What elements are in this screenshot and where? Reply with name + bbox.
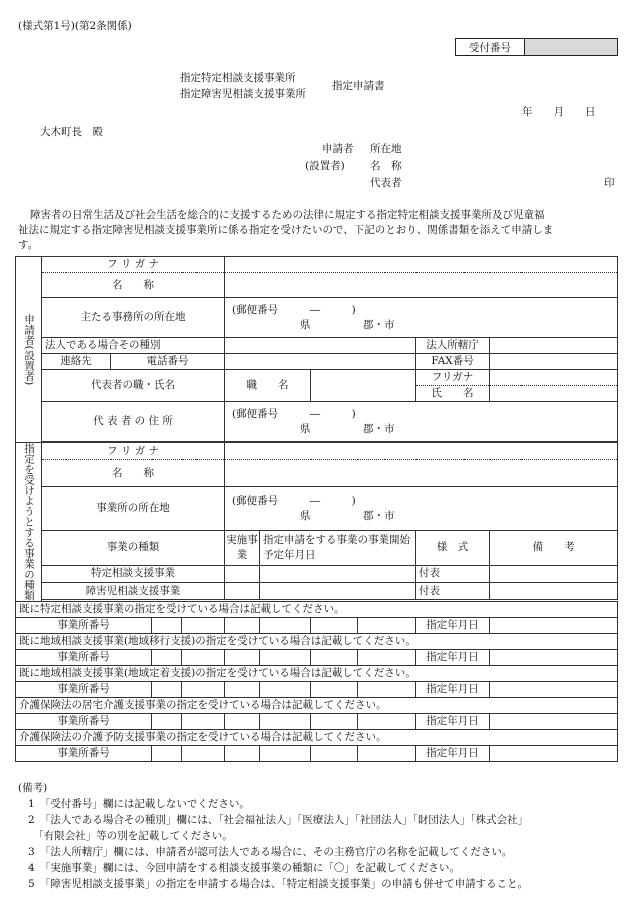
fax-field[interactable]: [490, 354, 618, 370]
designated-date-field[interactable]: [490, 649, 618, 665]
specific-implementation-field[interactable]: [225, 565, 260, 582]
application-form-table: [15, 256, 618, 762]
implementation-header: 実施事業: [225, 530, 260, 565]
business-type-header: 事業の種類: [42, 530, 225, 565]
rep-name-field[interactable]: [490, 386, 618, 402]
designated-date-label: 指定年月日: [416, 617, 490, 633]
office-number-digit[interactable]: [182, 681, 225, 697]
care-support-question: 介護保険法の居宅介護支援事業の指定を受けている場合は記載してください。: [16, 697, 618, 713]
office-number-digit[interactable]: [311, 617, 358, 633]
rep-furigana-field[interactable]: [490, 370, 618, 386]
receipt-number-box: [455, 38, 618, 56]
form-number: (様式第1号)(第2条関係): [18, 20, 132, 32]
specific-start-date-field[interactable]: [260, 565, 416, 582]
intro-line3: す。: [18, 239, 39, 251]
existing-specific-question: 既に特定相談支援事業の指定を受けている場合は記載してください。: [16, 601, 618, 617]
receipt-number-label: 受付番号: [456, 39, 525, 56]
rep-furigana-label: フリガナ: [416, 370, 490, 386]
rep-address-postal: (郵便番号 ― ): [232, 407, 356, 420]
office-location-pref-city: 県 郡・市: [300, 509, 395, 522]
designated-date-field[interactable]: [490, 713, 618, 729]
office-number-digit[interactable]: [260, 713, 311, 729]
remarks-header: 備 考: [490, 530, 618, 565]
phone-label: 電話番号: [111, 354, 225, 370]
seal-mark: 印: [604, 177, 615, 189]
office-number-digit[interactable]: [311, 713, 358, 729]
representative-label: 代表者: [370, 177, 402, 189]
designated-date-label: 指定年月日: [416, 681, 490, 697]
office-number-digit[interactable]: [260, 681, 311, 697]
office-number-digit[interactable]: [311, 649, 358, 665]
office-location-label: 事業所の所在地: [42, 487, 225, 530]
existing-transition-question: 既に地域相談支援事業(地域移行支援)の指定を受けている場合は記載してください。: [16, 633, 618, 649]
office-number-digit[interactable]: [358, 681, 416, 697]
note-item: 4 「実施事業」欄には、今回申請をする相談支援事業の種類に「〇」を記載してください。: [28, 862, 460, 874]
addressee: 大木町長 殿: [40, 126, 103, 138]
format-header: 様 式: [416, 530, 490, 565]
note-item: 3 「法人所轄庁」欄には、申請者が認可法人である場合に、その主務官庁の名称を記載してください。: [28, 846, 513, 858]
office-number-label: 事業所番号: [16, 681, 152, 697]
notes-section: [18, 780, 618, 892]
designated-date-field[interactable]: [490, 745, 618, 761]
note-item: 1 「受付番号」欄には記載しないでください。: [28, 798, 250, 810]
fax-label: FAX番号: [416, 354, 490, 370]
position-field[interactable]: [311, 370, 416, 402]
office-number-digit[interactable]: [152, 745, 182, 761]
office-number-digit[interactable]: [260, 649, 311, 665]
position-label: 職 名: [225, 370, 311, 402]
office-number-digit[interactable]: [225, 713, 260, 729]
corporation-office-label: 法人所轄庁: [416, 338, 490, 354]
office-number-label: 事業所番号: [16, 745, 152, 761]
contact-label: 連絡先: [42, 354, 111, 370]
office-number-digit[interactable]: [225, 681, 260, 697]
rep-name-label: 氏 名: [416, 386, 490, 402]
child-consult-label: 障害児相談支援事業: [42, 583, 225, 600]
address-label: 所在地: [370, 143, 402, 155]
applicant-name-label: 名 称: [42, 273, 225, 298]
existing-settlement-question: 既に地域相談支援事業(地域定着支援)の指定を受けている場合は記載してください。: [16, 665, 618, 681]
main-office-postal: (郵便番号 ― ): [232, 303, 356, 316]
office-number-digit[interactable]: [182, 745, 225, 761]
child-implementation-field[interactable]: [225, 583, 260, 600]
office-number-digit[interactable]: [358, 745, 416, 761]
business-name-field[interactable]: [225, 460, 618, 487]
office-number-digit[interactable]: [152, 681, 182, 697]
date-field[interactable]: 年 月 日: [522, 106, 596, 118]
office-number-digit[interactable]: [152, 617, 182, 633]
applicant-furigana-label: フ リ ガ ナ: [42, 257, 225, 273]
business-furigana-label: フ リ ガ ナ: [42, 443, 225, 460]
child-start-date-field[interactable]: [260, 583, 416, 600]
corporation-type-field[interactable]: [225, 338, 416, 354]
office-number-digit[interactable]: [182, 713, 225, 729]
office-location-field[interactable]: [225, 487, 618, 530]
intro-line1: 障害者の日常生活及び社会生活を総合的に支援するための法律に規定する指定特定相談支援事業所及び児童福: [30, 209, 545, 221]
main-office-label: 主たる事務所の所在地: [42, 298, 225, 338]
name-label: 名 称: [370, 160, 402, 172]
designated-date-label: 指定年月日: [416, 745, 490, 761]
phone-field[interactable]: [225, 354, 416, 370]
designated-date-field[interactable]: [490, 617, 618, 633]
office-location-postal: (郵便番号 ― ): [232, 494, 356, 507]
office-number-digit[interactable]: [358, 617, 416, 633]
rep-address-field[interactable]: [225, 402, 618, 442]
preventive-support-question: 介護保険法の介護予防支援事業の指定を受けている場合は記載してください。: [16, 729, 618, 745]
intro-line2: 祉法に規定する指定障害児相談支援事業所に係る指定を受けたいので、下記のとおり、関係書類を添えて申請しま: [18, 224, 554, 236]
designated-date-label: 指定年月日: [416, 649, 490, 665]
main-office-pref-city: 県 郡・市: [300, 318, 395, 331]
office-number-digit[interactable]: [225, 649, 260, 665]
title-line1: 指定特定相談支援事業所: [180, 72, 296, 84]
applicant-name-field[interactable]: [225, 273, 618, 298]
child-format-cell: 付表: [416, 583, 490, 600]
office-number-digit[interactable]: [260, 745, 311, 761]
office-number-digit[interactable]: [260, 617, 311, 633]
office-number-label: 事業所番号: [16, 617, 152, 633]
designated-date-field[interactable]: [490, 681, 618, 697]
specific-remarks-field[interactable]: [490, 565, 618, 582]
receipt-number-field[interactable]: [525, 39, 618, 56]
main-office-address-field[interactable]: [225, 298, 618, 338]
office-number-digit[interactable]: [358, 713, 416, 729]
office-number-label: 事業所番号: [16, 649, 152, 665]
corporation-office-field[interactable]: [490, 338, 618, 354]
office-number-digit[interactable]: [311, 745, 358, 761]
office-number-digit[interactable]: [358, 649, 416, 665]
office-number-digit[interactable]: [182, 649, 225, 665]
office-number-digit[interactable]: [225, 745, 260, 761]
note-item: 5 「障害児相談支援事業」の指定を申請する場合は、「特定相談支援事業」の申請も併せて申請すること。: [28, 878, 529, 890]
business-section-label: 指定を受けようとする事業の種類: [16, 443, 42, 602]
founder-label: (設置者): [305, 160, 345, 172]
rep-address-pref-city: 県 郡・市: [300, 422, 395, 435]
office-number-digit[interactable]: [311, 681, 358, 697]
notes-heading: (備考): [18, 782, 48, 794]
designated-date-label: 指定年月日: [416, 713, 490, 729]
note-item: 2 「法人である場合その種別」欄には、「社会福祉法人」「医療法人」「社団法人」「財団法人」「株式会社」: [28, 814, 529, 826]
applicant-label: 申請者: [322, 143, 354, 155]
office-number-label: 事業所番号: [16, 713, 152, 729]
title-line2: 指定障害児相談支援事業所: [180, 88, 306, 100]
rep-title-name-label: 代表者の職・氏名: [42, 370, 225, 402]
office-number-digit[interactable]: [225, 617, 260, 633]
business-name-label: 名 称: [42, 460, 225, 487]
applicant-furigana-field[interactable]: [225, 257, 618, 273]
corporation-type-label: 法人である場合その種別: [42, 338, 225, 354]
specific-consult-label: 特定相談支援事業: [42, 565, 225, 582]
start-date-header: 指定申請をする事業の事業開始予定年月日: [260, 530, 416, 565]
office-number-digit[interactable]: [182, 617, 225, 633]
rep-address-label: 代 表 者 の 住 所: [42, 402, 225, 442]
title-suffix: 指定申請書: [332, 80, 385, 92]
child-remarks-field[interactable]: [490, 583, 618, 600]
specific-format-cell: 付表: [416, 565, 490, 582]
business-furigana-field[interactable]: [225, 443, 618, 460]
note-item: 「有限会社」等の別を記載してください。: [28, 830, 233, 842]
applicant-section-label: 申請者(設置者): [16, 257, 42, 443]
office-number-digit[interactable]: [152, 649, 182, 665]
office-number-digit[interactable]: [152, 713, 182, 729]
